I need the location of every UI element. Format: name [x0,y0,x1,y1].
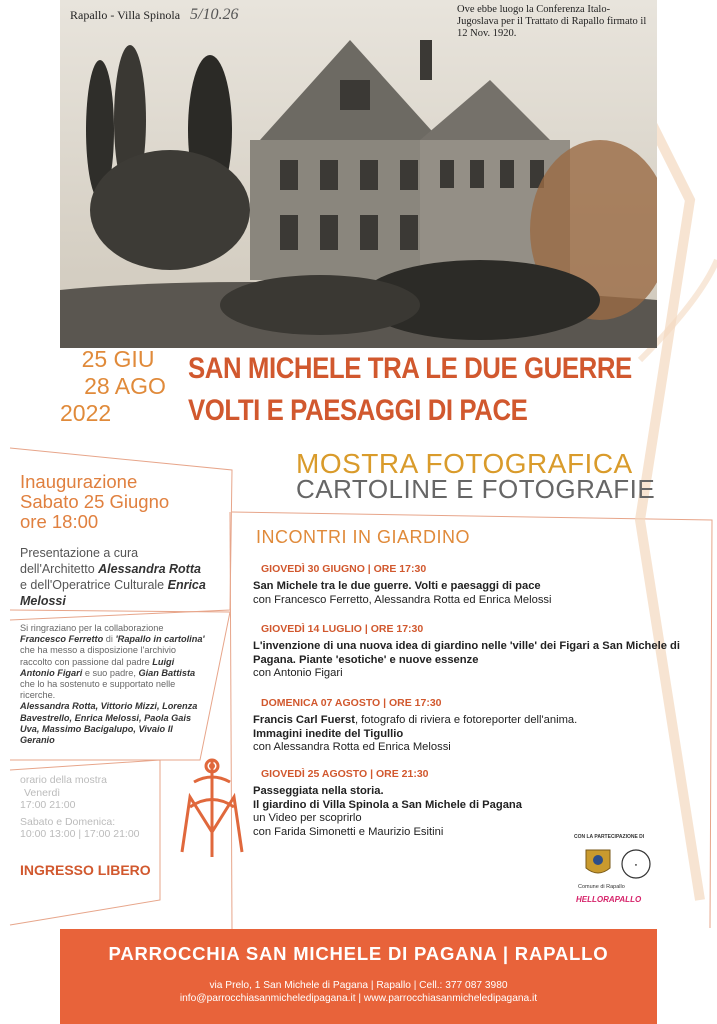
event-speakers: Francesco Ferretto, Alessandra Rotta [274,593,461,606]
footer-banner [60,929,657,1024]
svg-text:●: ● [634,862,638,867]
event-speakers: Antonio Figari [273,667,343,679]
caption-text: Rapallo - Villa Spinola [70,8,181,22]
footer-title: PARROCCHIA SAN MICHELE DI PAGANA | RAPALLO [108,943,609,964]
subtitle-postcards: CARTOLINE E FOTOGRAFIE [296,474,656,504]
photo-caption-left [70,6,239,24]
event-speakers: Farida Simonetti [274,825,356,838]
inauguration-time: ore 18:00 [20,511,99,532]
partners-label: CON LA PARTECIPAZIONE DI [574,834,645,840]
event-item: DOMENICA 07 AGOSTO | ORE 17:30 Francis Carl Fuerst, fotografo di riviera e fotoreporter dell'anima. Immagini inedite del Tigullio con Alessandra Rotta ed Enrica Melossi [253,697,693,755]
acknowledgements: Si ringraziano per la collaborazione Francesco Ferretto di 'Rapallo in cartolina' che ha messo a disposizione l'archivio raccolto con passione dal padre Luigi Antonio Figari e suo padre, Gian Battista che lo ha sostenuto e supportato nelle ricerche. Alessandra Rotta, Vittorio Mizzi, Lorenza Bavestrello, Enrica Melossi, Paola Gais Uva, Massimo Bacigalupo, Vivaio Il Geranio [20,623,205,746]
comune-label: Comune di Rapallo [578,884,625,890]
hellorapallo-logo: HELLORAPALLO [576,895,642,904]
event-speakers: Alessandra Rotta [273,741,360,753]
main-title-line1: SAN MICHELE TRA LE DUE GUERRE [188,352,632,385]
parish-monogram-logo [172,752,252,862]
opening-hours: orario della mostra Venerdì 17:00 21:00 Sabato e Domenica: 10:00 13:00 | 17:00 21:00 [20,774,140,840]
event-title: San Michele tra le due guerre. Volti e paesaggi di pace [253,580,541,592]
thanks-names: Alessandra Rotta, Vittorio Mizzi, Lorenza Bavestrello, Enrica Melossi, Paola Gais Uva, Massimo Bacigalupo, Vivaio Il Geranio [20,701,198,746]
photo-caption-right: Ove ebbe luogo la Conferenza Italo-Jugoslava per il Trattato di Rapallo firmato il 12 Nov. 1920. [457,4,647,39]
inauguration-day: Sabato 25 Giugno [20,491,170,512]
meetings-heading: INCONTRI IN GIARDINO [256,527,471,547]
date-end: 28 AGO [84,373,166,399]
presenter-name: Alessandra Rotta [98,562,201,576]
main-title-line2: VOLTI E PAESAGGI DI PACE [188,394,528,427]
footer-address: via Prelo, 1 San Michele di Pagana | Rapallo | Cell.: 377 087 3980 [209,980,508,991]
event-title: Passeggiata nella storia. [253,785,384,797]
date-year: 2022 [60,400,112,426]
event-speakers: Maurizio Esitini [368,825,444,838]
handwritten-date: 5/10.26 [190,6,239,23]
event-speakers: Enrica Melossi [378,741,451,753]
event-date: GIOVEDÌ 25 AGOSTO | ORE 21:30 [261,768,429,780]
event-item: GIOVEDÌ 14 LUGLIO | ORE 17:30 L'invenzione di una nuova idea di giardino nelle 'ville' dei Figari a San Michele di Pagana. Piante 'esotiche' e nuove essenze con Antonio Figari [253,623,693,681]
free-entry-label: INGRESSO LIBERO [20,862,151,878]
date-start: 25 GIU [81,346,155,372]
event-title: L'invenzione di una nuova idea di giardino nelle 'ville' dei Figari a San Michele di Pagana. Piante 'esotiche' e nuove essenze [253,640,680,666]
footer-contacts[interactable]: info@parrocchiasanmicheledipagana.it | www.parrocchiasanmicheledipagana.it [179,993,538,1004]
event-date: GIOVEDÌ 14 LUGLIO | ORE 17:30 [261,623,424,635]
event-date: GIOVEDÌ 30 GIUGNO | ORE 17:30 [261,563,427,575]
presentation-text: Presentazione a cura dell'Architetto Alessandra Rotta e dell'Operatrice Culturale Enrica Melossi [20,546,206,608]
event-speakers: Enrica Melossi [478,593,552,606]
inauguration-block [20,472,169,532]
event-date: DOMENICA 07 AGOSTO | ORE 17:30 [261,697,442,709]
event-item: GIOVEDÌ 30 GIUGNO | ORE 17:30 San Michele tra le due guerre. Volti e paesaggi di pace con Francesco Ferretto, Alessandra Rotta ed Enrica Melossi [253,563,693,607]
event-item: GIOVEDÌ 25 AGOSTO | ORE 21:30 Passeggiata nella storia. Il giardino di Villa Spinola a San Michele di Pagana un Video per scoprirlo con Farida Simonetti e Maurizio Esitini [253,768,693,839]
event-extra: un Video per scoprirlo [253,812,362,824]
presenter-name: Enrica Melossi [20,578,206,608]
exhibition-dates [48,346,188,427]
inauguration-label: Inaugurazione [20,471,138,492]
event-title: Francis Carl Fuerst [253,714,355,726]
subtitle-exhibition: MOSTRA FOTOGRAFICA [296,448,633,479]
villa-photo [60,0,657,348]
